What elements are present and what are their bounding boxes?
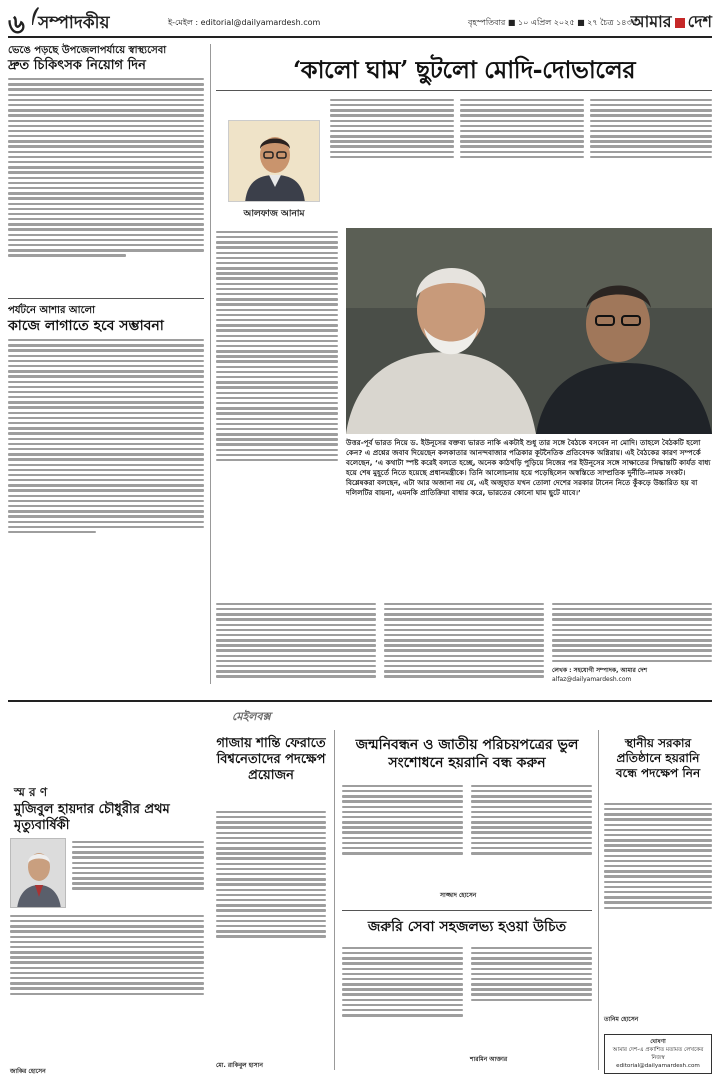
headline-rule <box>216 90 712 91</box>
letter1-title: গাজায় শান্তি ফেরাতে বিশ্বনেতাদের পদক্ষেপ প্রয়োজন <box>216 736 326 783</box>
mailbox-label: মেইলবক্স <box>232 710 271 723</box>
story1-body <box>8 78 204 257</box>
main-body-col1 <box>330 96 454 161</box>
main-headline: ‘কালো ঘাম’ ছুটলো মোদি-দোভালের <box>292 55 636 84</box>
letter1-byline: মো. রাকিবুল হাসান <box>216 1062 263 1069</box>
issue-date: বৃহস্পতিবার ■ ১০ এপ্রিল ২০২৫ ■ ২৭ চৈত্র ১৪৩১ <box>468 18 637 27</box>
story2-body <box>8 339 204 533</box>
logo-box-icon <box>675 18 685 28</box>
letter4-body <box>604 800 712 912</box>
letters-divider-2 <box>598 730 599 1070</box>
notice-title: ঘোষণা <box>650 1039 666 1045</box>
page-number: ৬ <box>8 10 25 40</box>
section-title: সম্পাদকীয় <box>38 13 110 33</box>
notice-email: editorial@dailyamardesh.com <box>616 1063 700 1069</box>
author-photo <box>228 120 320 202</box>
left-column-story2 <box>8 304 204 536</box>
obit-label: স্ম র ণ <box>14 785 48 799</box>
left-column <box>8 44 204 260</box>
notice-box <box>604 1034 712 1074</box>
newspaper-logo <box>631 9 712 36</box>
bottom-rule <box>8 700 712 702</box>
main-body-col2 <box>460 96 584 161</box>
obit-byline: জাকির হোসেন <box>10 1068 46 1075</box>
obit-body <box>72 838 204 893</box>
letter3-title: জরুরি সেবা সহজলভ্য হওয়া উচিত <box>367 919 567 935</box>
letter1-body <box>216 808 326 940</box>
author-portrait-icon <box>229 121 320 202</box>
letter3-byline: শারমিন আক্তার <box>470 1056 508 1063</box>
story1-kicker: ভেঙে পড়ছে উপজেলাপর্যায়ে স্বাস্থ্যসেবা <box>8 45 167 56</box>
story2-kicker: পর্যটনে আশার আলো <box>8 305 95 316</box>
letter4-title: স্থানীয় সরকার প্রতিষ্ঠানে হয়রানি বন্ধে পদক্ষেপ নিন <box>615 736 701 780</box>
photo-caption: উত্তর-পূর্ব ভারত নিয়ে ড. ইউনূসের বক্তব্য ভারত নাকি একটাই শুধু তার সঙ্গে বৈঠকে বসবেন না মোদি। তাহলে বৈঠকটি হলো কেন? এ প্রশ্নের জবাব দিয়েছেন কলকাতার আনন্দবাজার পত্রিকার কূটনৈতিক প্রতিবেদক অগ্নিরায়। এই বৈঠকের কারণ সম্পর্কে বলেছেন, ‘এ কথাটা স্পষ্ট করেই বলতে হচ্ছে, অনেক কাঠখড়ি পুড়িয়ে নিজের পর ইউনূসের সঙ্গে সাক্ষাতের সিদ্ধান্তটি কার্যত বাধ্য হয়ে শেষ মুহূর্তে নিতে হয়েছে প্রধানমন্ত্রীকে। তিনি আলোচনায় হয়ে পড়েছিলেন অস্বস্তিতে সাম্প্রতিক দুর্নীতি-নামক সংকট। বিশ্লেষকরা বলছেন, এটা আর অজানা নয় যে, এই অজুহাত যখন তোলা দেশের সরকার টানেন নিতে কুঁকড়ে উচ্চারিত হয় বা দলিলটির বায়না, এমনকি প্রাতিক্রিয়া বাধার করে, ভারতের কোনো ঘাম ছুটে যাবে।’ <box>346 438 711 497</box>
obit-title: মুজিবুল হায়দার চৌধুরীর প্রথম মৃত্যুবার্ষিকী <box>14 802 170 833</box>
story1-title: দ্রুত চিকিৎসক নিয়োগ দিন <box>8 58 146 73</box>
author-name: আলফাজ আনাম <box>243 209 305 219</box>
letter2-body <box>342 782 592 857</box>
editorial-email: ই-মেইল : editorial@dailyamardesh.com <box>168 18 321 27</box>
meeting-photo-icon <box>346 228 712 434</box>
logo-right: দেশ <box>687 12 712 31</box>
logo-left: আমার <box>630 12 672 31</box>
page-header <box>8 4 712 38</box>
left-divider <box>8 298 204 299</box>
letter2-byline: সাজ্জাদ হোসেন <box>440 892 477 899</box>
letters-divider-1 <box>334 730 335 1070</box>
letter4-byline: তানিম হোসেন <box>604 1016 639 1023</box>
author-email: alfaz@dailyamardesh.com <box>552 676 632 684</box>
obit-body-lower <box>10 912 204 998</box>
notice-text: আমার দেশ-এ প্রকাশিত মতামত লেখকের নিজস্ব <box>612 1047 704 1061</box>
main-body-lower <box>216 600 712 683</box>
story2-title: কাজে লাগাতে হবে সম্ভাবনা <box>8 318 164 334</box>
obit-portrait-icon <box>11 839 66 908</box>
author-note: লেখক : সহযোগী সম্পাদক, আমার দেশ <box>552 667 648 675</box>
letter2-title: জন্মনিবন্ধন ও জাতীয় পরিচয়পত্রের ভুল সংশোধনে হয়রানি বন্ধ করুন <box>355 737 579 771</box>
obit-photo <box>10 838 66 908</box>
column-divider <box>210 44 211 684</box>
letters-divider-h <box>342 910 592 911</box>
letter3-body <box>342 944 592 1019</box>
main-photo <box>346 228 712 434</box>
main-body-col3 <box>590 96 712 161</box>
main-body-col0 <box>216 228 338 464</box>
